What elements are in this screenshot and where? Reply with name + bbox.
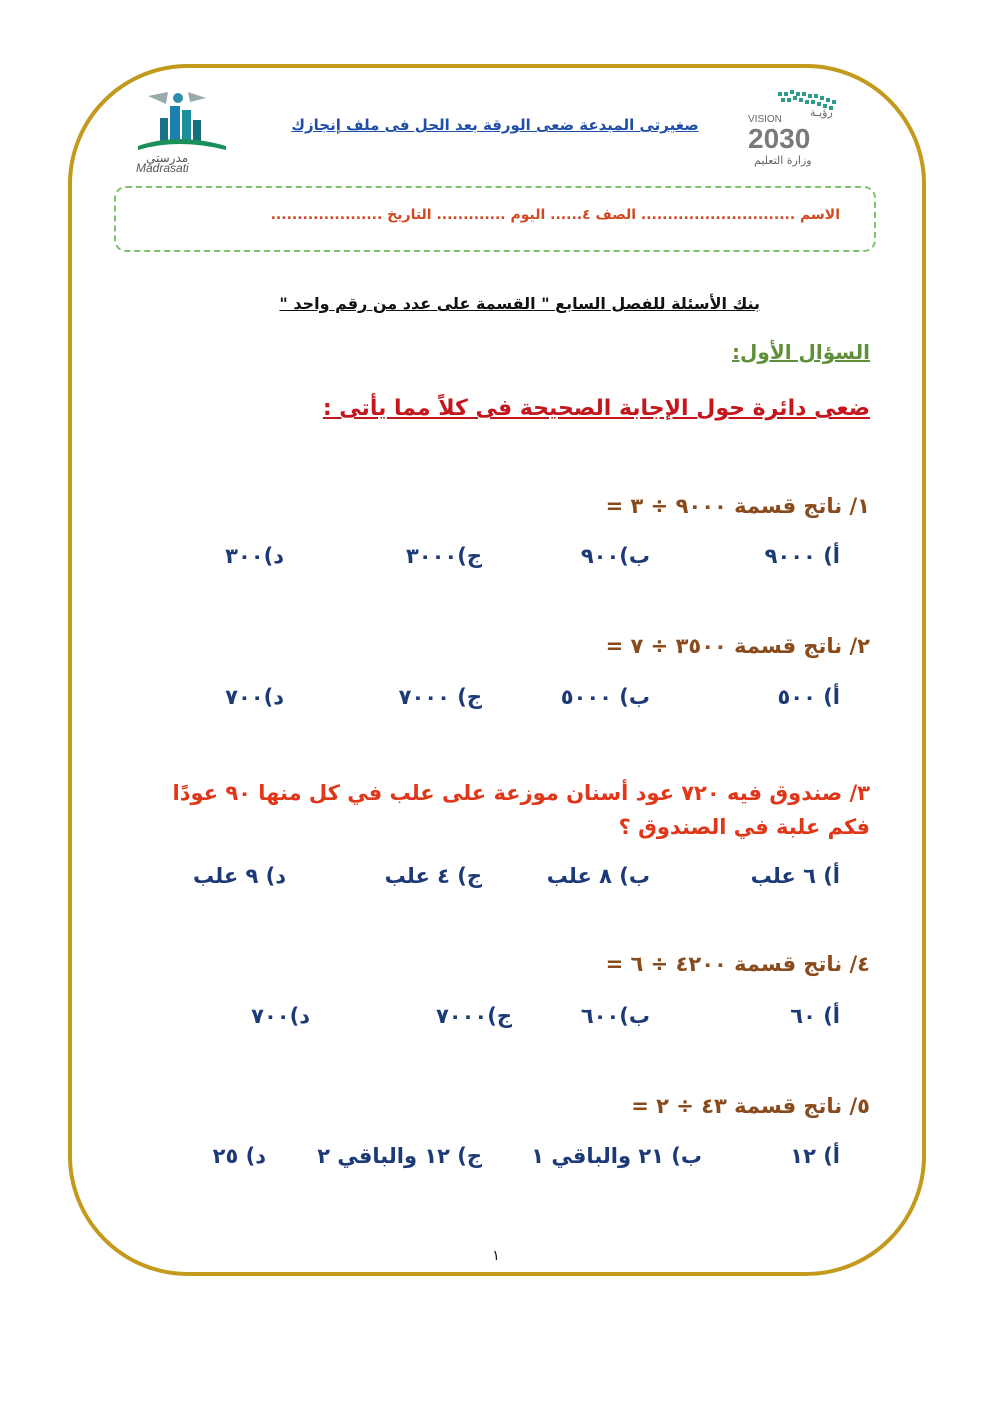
question-3-option-d[interactable]: د) ٩ علب <box>193 864 286 888</box>
student-info-line: الاسم ............................. الصف ٤...... اليوم ............. التاريخ ..................... <box>270 207 840 223</box>
question-5-option-a[interactable]: أ) ١٢ <box>790 1144 840 1168</box>
question-1-option-c[interactable]: ج)٣٠٠٠ <box>405 544 482 568</box>
vision-2030-logo <box>740 86 850 168</box>
question-1-option-d[interactable]: د)٣٠٠ <box>225 544 284 568</box>
svg-text:VISION: VISION <box>748 114 782 125</box>
svg-text:Madrasati: Madrasati <box>136 161 189 174</box>
question-5-option-c[interactable]: ج) ١٢ والباقي ٢ <box>317 1144 482 1168</box>
question-4-option-c[interactable]: ج)٧٠٠٠ <box>435 1004 512 1028</box>
question-3-option-a[interactable]: أ) ٦ علب <box>750 864 840 888</box>
question-3-stem: ٣/ صندوق فيه ٧٢٠ عود أسنان موزعة على علب في كل منها ٩٠ عودًا فكم علبة في الصندوق ؟ <box>172 781 870 839</box>
question-1-stem: ١/ ناتج قسمة ٩٠٠٠ ÷ ٣ = <box>605 494 870 518</box>
question-1-option-b[interactable]: ب)٩٠٠ <box>580 544 650 568</box>
question-2-option-b[interactable]: ب) ٥٠٠٠ <box>560 685 650 709</box>
svg-text:وزارة التعليم: وزارة التعليم <box>754 154 812 167</box>
instruction: ضعى دائرة حول الإجابة الصحيحة فى كلاً مما يأتى : <box>322 396 870 421</box>
question-2-option-d[interactable]: د)٧٠٠ <box>225 685 284 709</box>
question-1-option-a[interactable]: أ) ٩٠٠٠ <box>764 544 840 568</box>
madrasati-logo <box>128 88 238 174</box>
header-note: صغيرتى المبدعة ضعى الورقة بعد الحل فى ملف إنجازك <box>291 116 699 134</box>
question-5-option-d[interactable]: د) ٢٥ <box>212 1144 266 1168</box>
question-2-stem: ٢/ ناتج قسمة ٣٥٠٠ ÷ ٧ = <box>605 634 870 658</box>
svg-text:مدرستي: مدرستي <box>146 151 189 165</box>
page-number: ١ <box>492 1248 500 1264</box>
page-title: بنك الأسئلة للفصل السابع " القسمة على عدد من رقم واحد " <box>279 294 760 313</box>
question-4-stem: ٤/ ناتج قسمة ٤٢٠٠ ÷ ٦ = <box>605 952 870 976</box>
question-3-option-c[interactable]: ج) ٤ علب <box>384 864 482 888</box>
svg-text:رؤيـة: رؤيـة <box>810 106 833 119</box>
question-2-option-c[interactable]: ج) ٧٠٠٠ <box>398 685 482 709</box>
question-4-option-b[interactable]: ب)٦٠٠ <box>580 1004 650 1028</box>
student-info-box <box>114 186 876 252</box>
question-5-stem: ٥/ ناتج قسمة ٤٣ ÷ ٢ = <box>631 1094 870 1118</box>
question-2-option-a[interactable]: أ) ٥٠٠ <box>777 685 840 709</box>
question-4-option-a[interactable]: أ) ٦٠ <box>790 1004 840 1028</box>
svg-text:2030: 2030 <box>748 123 811 154</box>
question-4-option-d[interactable]: د)٧٠٠ <box>251 1004 310 1028</box>
question-5-option-b[interactable]: ب) ٢١ والباقي ١ <box>531 1144 702 1168</box>
question-3-option-b[interactable]: ب) ٨ علب <box>546 864 650 888</box>
question-heading: السؤال الأول: <box>732 340 870 364</box>
